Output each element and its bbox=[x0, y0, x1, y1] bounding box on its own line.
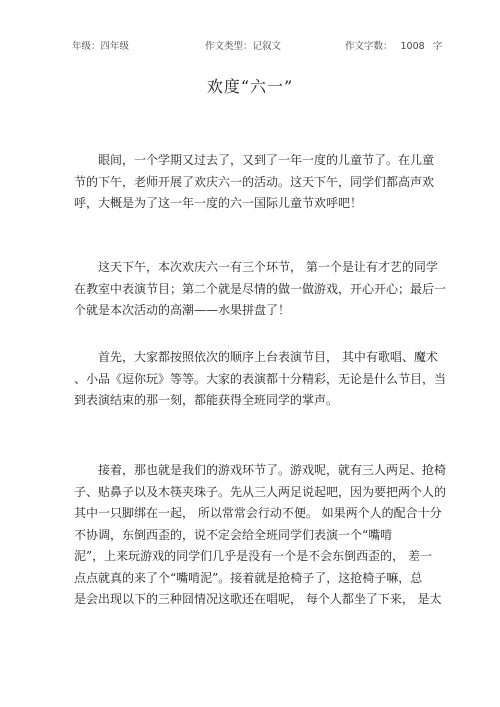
grade-label: 年级：四年级 bbox=[72, 41, 130, 52]
paragraph-4 bbox=[74, 460, 447, 611]
paragraph-line: 到表演结束的那一刻，都能获得全班同学的掌声。 bbox=[74, 393, 339, 407]
word-count-label: 作文字数： bbox=[345, 41, 393, 52]
paragraph-2 bbox=[74, 257, 447, 322]
paragraph-1 bbox=[74, 150, 434, 215]
paragraph-line: 眼间，一个学期又过去了，又到了一年一度的儿童节了。在儿童 bbox=[98, 153, 435, 167]
paragraph-line: 呼，大概是为了这一年一度的六一国际儿童节欢呼吧！ bbox=[74, 196, 363, 210]
word-count bbox=[345, 38, 442, 52]
page-header bbox=[0, 38, 500, 52]
paragraph-line: 在教室中表演节目；第二个就是尽情的做一做游戏，开心开心；最后一 bbox=[74, 281, 447, 296]
genre-label: 作文类型：记叙文 bbox=[205, 41, 282, 52]
word-count-unit: 字 bbox=[432, 41, 443, 52]
paragraph-line: 子、贴鼻子以及木筷夹珠子。先从三人两足说起吧，因为要把两个人的 bbox=[74, 484, 447, 499]
paragraph-line: 是会出现以下的三种囧情况这歌还在唱呢， 每个人都坐了下来， 是太 bbox=[74, 592, 442, 606]
paragraph-line: 、小品《逗你玩》等等。大家的表演都十分精彩，无论是什么节目，当 bbox=[74, 371, 447, 386]
paragraph-line: 这天下午，本次欢庆六一有三个环节， 第一个是让有才艺的同学 bbox=[98, 260, 438, 274]
paragraph-line: 个就是本次活动的高潮——水果拼盘了！ bbox=[74, 303, 291, 317]
word-count-value: 1008 bbox=[400, 41, 425, 52]
paragraph-line: 接着，那也就是我们的游戏环节了。游戏呢，就有三人两足、抢椅 bbox=[98, 463, 447, 477]
paragraph-line: 节的下午，老师开展了欢庆六一的活动。这天下午，同学们都高声欢 bbox=[74, 174, 435, 189]
paragraph-3 bbox=[74, 347, 447, 412]
paragraph-line: 其中一只脚绑在一起， 所以常常会行动不便。 如果两个人的配合十分 bbox=[74, 506, 442, 520]
paragraph-line: 不协调，东倒西歪的，说不定会给全班同学们表演一个“嘴啃 bbox=[74, 527, 393, 542]
paragraph-line: 点点就真的来了个“嘴啃泥”。接着就是抢椅子了，这抢椅子嘛，总 bbox=[74, 570, 423, 585]
paragraph-line: 首先，大家都按照依次的顺序上台表演节目， 其中有歌唱、魔术 bbox=[98, 350, 438, 364]
essay-title: 欢度“六一” bbox=[206, 77, 294, 96]
paragraph-line: 泥”，上来玩游戏的同学们几乎是没有一个是不会东倒西歪的， 差一 bbox=[74, 549, 432, 563]
